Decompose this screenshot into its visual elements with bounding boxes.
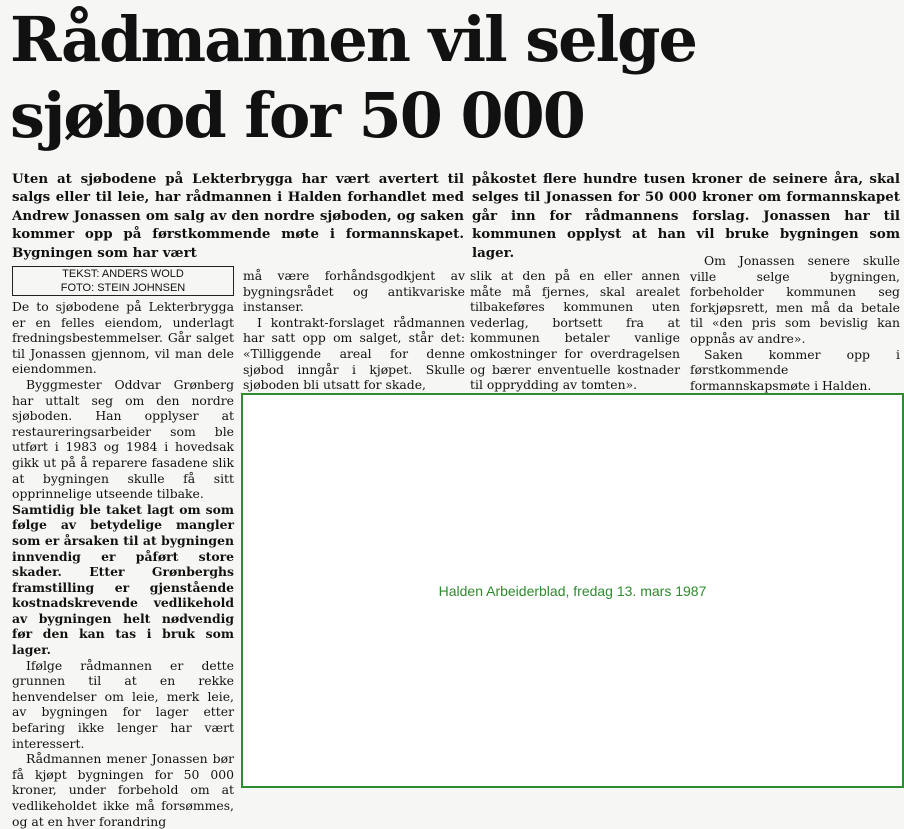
body-paragraph: Byggmester Oddvar Grønberg har uttalt seg om den nordre sjøboden. Han opplyser at restaureringsarbeider som ble utført i 1983 og 1984 i hovedsak gikk ut på å reparere fasadene slik at bygningen skulle få sitt opprinnelige utseende tilbake. — [12, 376, 234, 502]
byline-text-credit: TEKST: ANDERS WOLD — [62, 268, 184, 280]
byline-box — [12, 266, 234, 296]
body-paragraph: Samtidig ble taket lagt om som følge av betydelige mangler som er årsaken til at bygningen innvendig er påført store skader. Etter Grønberghs framstilling er gjenstående kostnadskrevende vedlikehold av bygningen helt nødvendig før den kan tas i bruk som lager. — [12, 501, 234, 658]
body-paragraph: Saken kommer opp i førstkommende formannskapsmøte i Halden. — [690, 346, 900, 393]
body-column-2 — [243, 268, 465, 393]
source-caption: Halden Arbeiderblad, fredag 13. mars 1987 — [438, 583, 707, 599]
body-paragraph: Ifølge rådmannen er dette grunnen til at en rekke henvendelser om leie, merk leie, av bygningen for lager etter befaring ikke lenger har vært interessert. — [12, 657, 234, 751]
body-column-4 — [690, 253, 900, 393]
body-paragraph: må være forhåndsgodkjent av bygningsrådet og antikvariske instanser. — [243, 268, 465, 315]
body-paragraph: slik at den på en eller annen måte må fjernes, skal arealet tilbakeføres kommunen uten vederlag, bortsett fra at kommunen betaler vanlige omkostninger for overdragelsen og bærer enventuelle kostnader til opprydding av tomten». — [470, 268, 680, 393]
headline-line-1: Rådmannen vil selge — [10, 3, 696, 76]
body-paragraph: De to sjøbodene på Lekterbrygga er en felles eiendom, underlagt fredningsbestemmelser. Går salget til Jonassen gjennom, vil man dele eiendommen. — [12, 299, 234, 377]
body-column-1 — [12, 299, 234, 829]
body-paragraph: Rådmannen mener Jonassen bør få kjøpt bygningen for 50 000 kroner, under forbehold om at vedlikeholdet ikke må forsømmes, og at en hver forandring — [12, 751, 234, 829]
caption-overlay-box — [241, 393, 904, 788]
byline-photo-credit: FOTO: STEIN JOHNSEN — [60, 281, 186, 294]
lead-paragraph-right: påkostet flere hundre tusen kroner de seinere åra, skal selges til Jonassen for 50 000 kroner om formannskapet går inn for rådmannens forslag. Jonassen har til kommunen opplyst at han vil bruke bygningen som lager. — [472, 171, 900, 261]
body-column-3 — [470, 268, 680, 393]
headline-line-2: sjøbod for 50 000 — [10, 79, 584, 152]
body-paragraph: Om Jonassen senere skulle ville selge bygningen, forbeholder kommunen seg forkjøpsrett, men må da betale til «den pris som bevislig kan oppnås av andre». — [690, 253, 900, 346]
lead-paragraph-left: Uten at sjøbodene på Lekterbrygga har vært avertert til salgs eller til leie, har rådmannen i Halden forhandlet med Andrew Jonassen om salg av den nordre sjøboden, og saken kommer opp på førstkommende møte i formannskapet. Bygningen som har vært — [12, 171, 464, 261]
body-paragraph: I kontrakt-forslaget rådmannen har satt opp om salget, står det: «Tilliggende areal for denne sjøbod inngår i kjøpet. Skulle sjøboden bli utsatt for skade, — [243, 314, 465, 393]
headline — [10, 2, 900, 154]
